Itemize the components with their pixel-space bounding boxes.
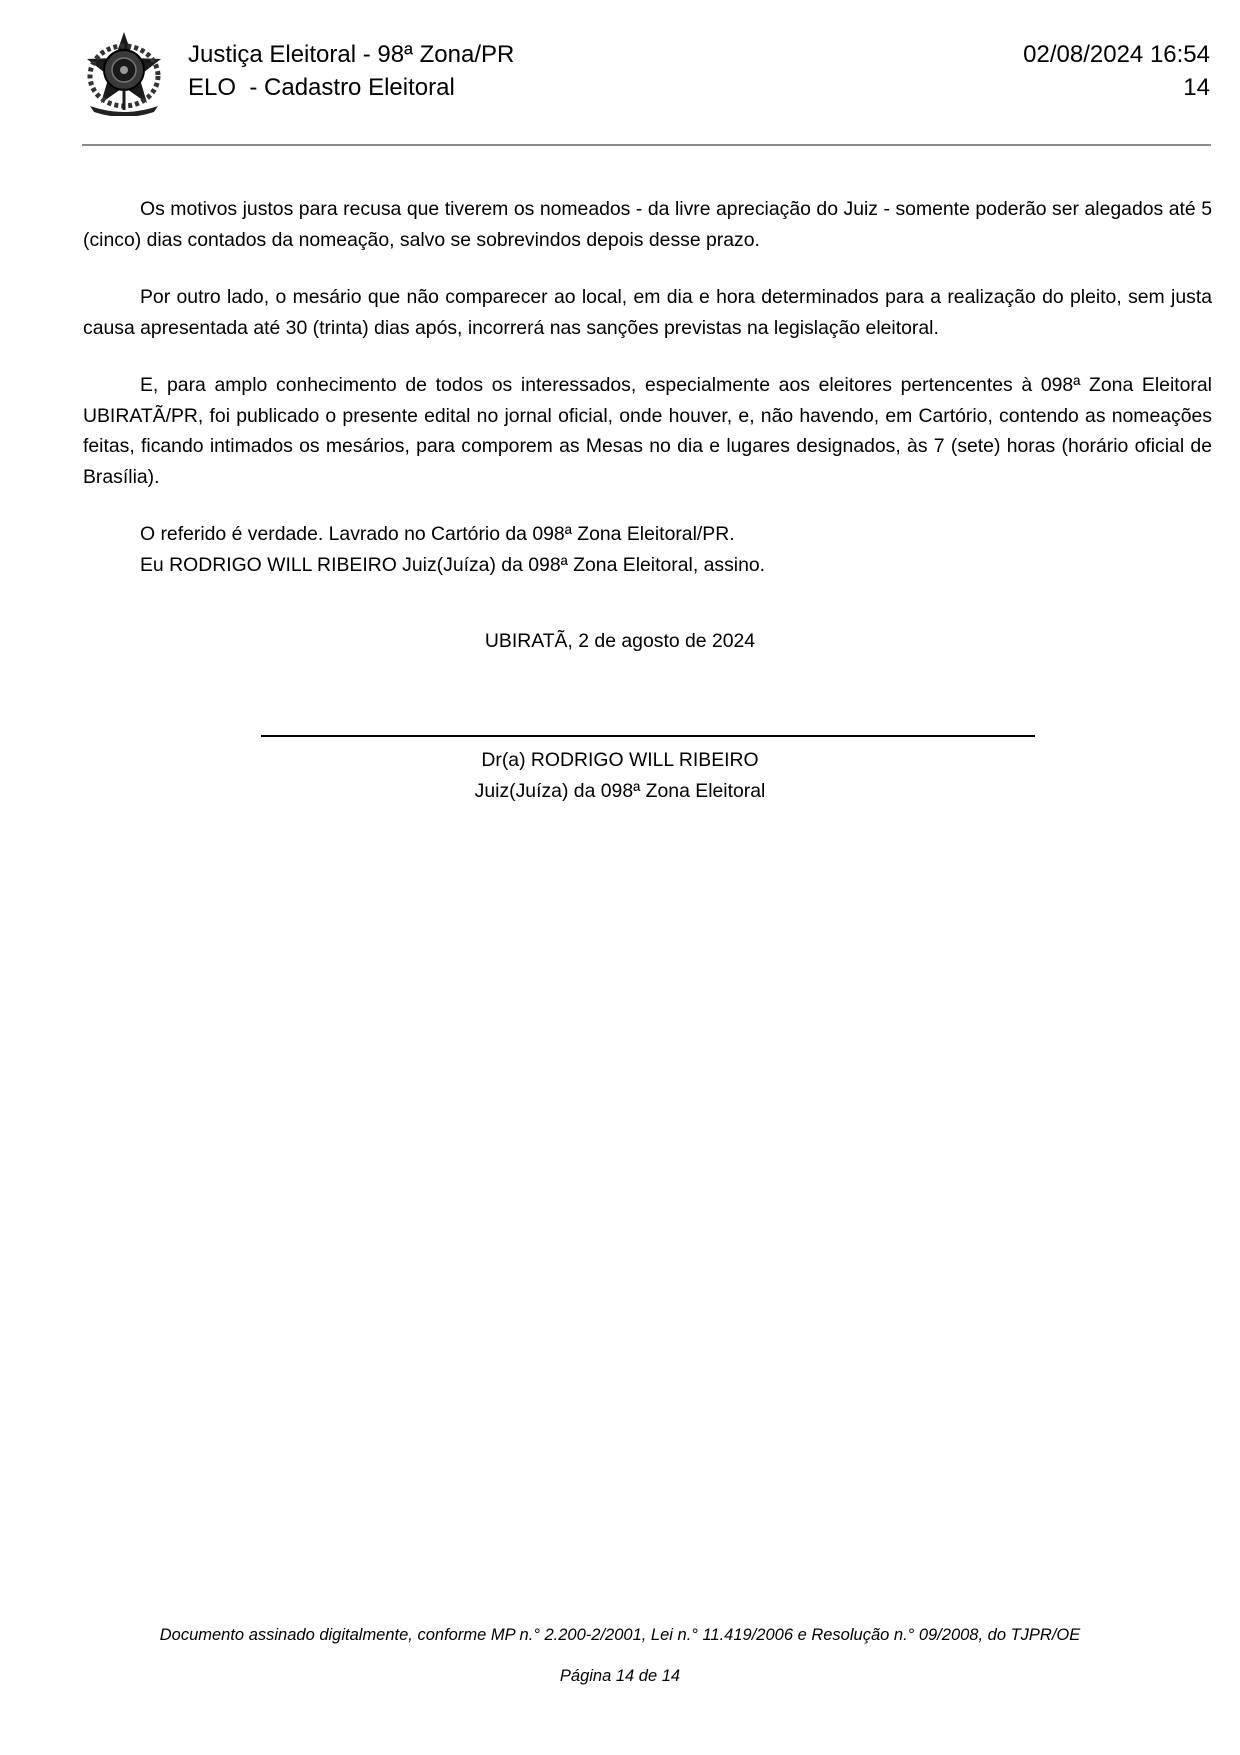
system-name: ELO - Cadastro Eleitoral <box>188 74 455 101</box>
signer-role: Juiz(Juíza) da 098ª Zona Eleitoral <box>474 780 766 802</box>
signature-block <box>0 745 1240 807</box>
header-meta-block <box>1023 38 1210 104</box>
document-body <box>83 194 1212 580</box>
paragraph-recusa: Os motivos justos para recusa que tiverem os nomeados - da livre apreciação do Juiz - somente poderão ser alegados até 5 (cinco) dias contados da nomeação, salvo se sobrevindos depois desse prazo. <box>83 198 1212 251</box>
org-name: Justiça Eleitoral - 98ª Zona/PR <box>188 41 515 68</box>
header-divider <box>82 144 1211 146</box>
signature-line <box>261 735 1035 737</box>
paragraph-publicacao: E, para amplo conhecimento de todos os interessados, especialmente aos eleitores pertencentes à 098ª Zona Eleitoral UBIRATÃ/PR, foi publicado o presente edital no jornal oficial, onde houver, e, não havendo, em Cartório, contendo as nomeações feitas, ficando intimados os mesários, para comporem as Mesas no dia e lugares designados, às 7 (sete) horas (horário oficial de Brasília). <box>83 374 1212 488</box>
closing-line-assino: Eu RODRIGO WILL RIBEIRO Juiz(Juíza) da 098ª Zona Eleitoral, assino. <box>140 553 766 576</box>
closing-block <box>83 519 1212 580</box>
signer-name: Dr(a) RODRIGO WILL RIBEIRO <box>481 749 759 771</box>
header-page-number: 14 <box>1183 74 1210 101</box>
closing-line-verdade: O referido é verdade. Lavrado no Cartório da 098ª Zona Eleitoral/PR. <box>140 523 735 545</box>
footer-page-label: Página 14 de 14 <box>559 1667 681 1685</box>
brazil-coat-of-arms-icon <box>84 30 164 116</box>
paragraph-ausencia: Por outro lado, o mesário que não comparecer ao local, em dia e hora determinados para a realização do pleito, sem justa causa apresentada até 30 (trinta) dias após, incorrerá nas sanções previstas na legislação eleitoral. <box>83 286 1212 339</box>
place-date: UBIRATÃ, 2 de agosto de 2024 <box>484 630 756 652</box>
digital-signature-note: Documento assinado digitalmente, conforme MP n.° 2.200-2/2001, Lei n.° 11.419/2006 e Resolução n.° 09/2008, do TJPR/OE <box>159 1626 1081 1644</box>
datetime-stamp: 02/08/2024 16:54 <box>1023 41 1210 68</box>
header-title-block <box>188 38 514 104</box>
